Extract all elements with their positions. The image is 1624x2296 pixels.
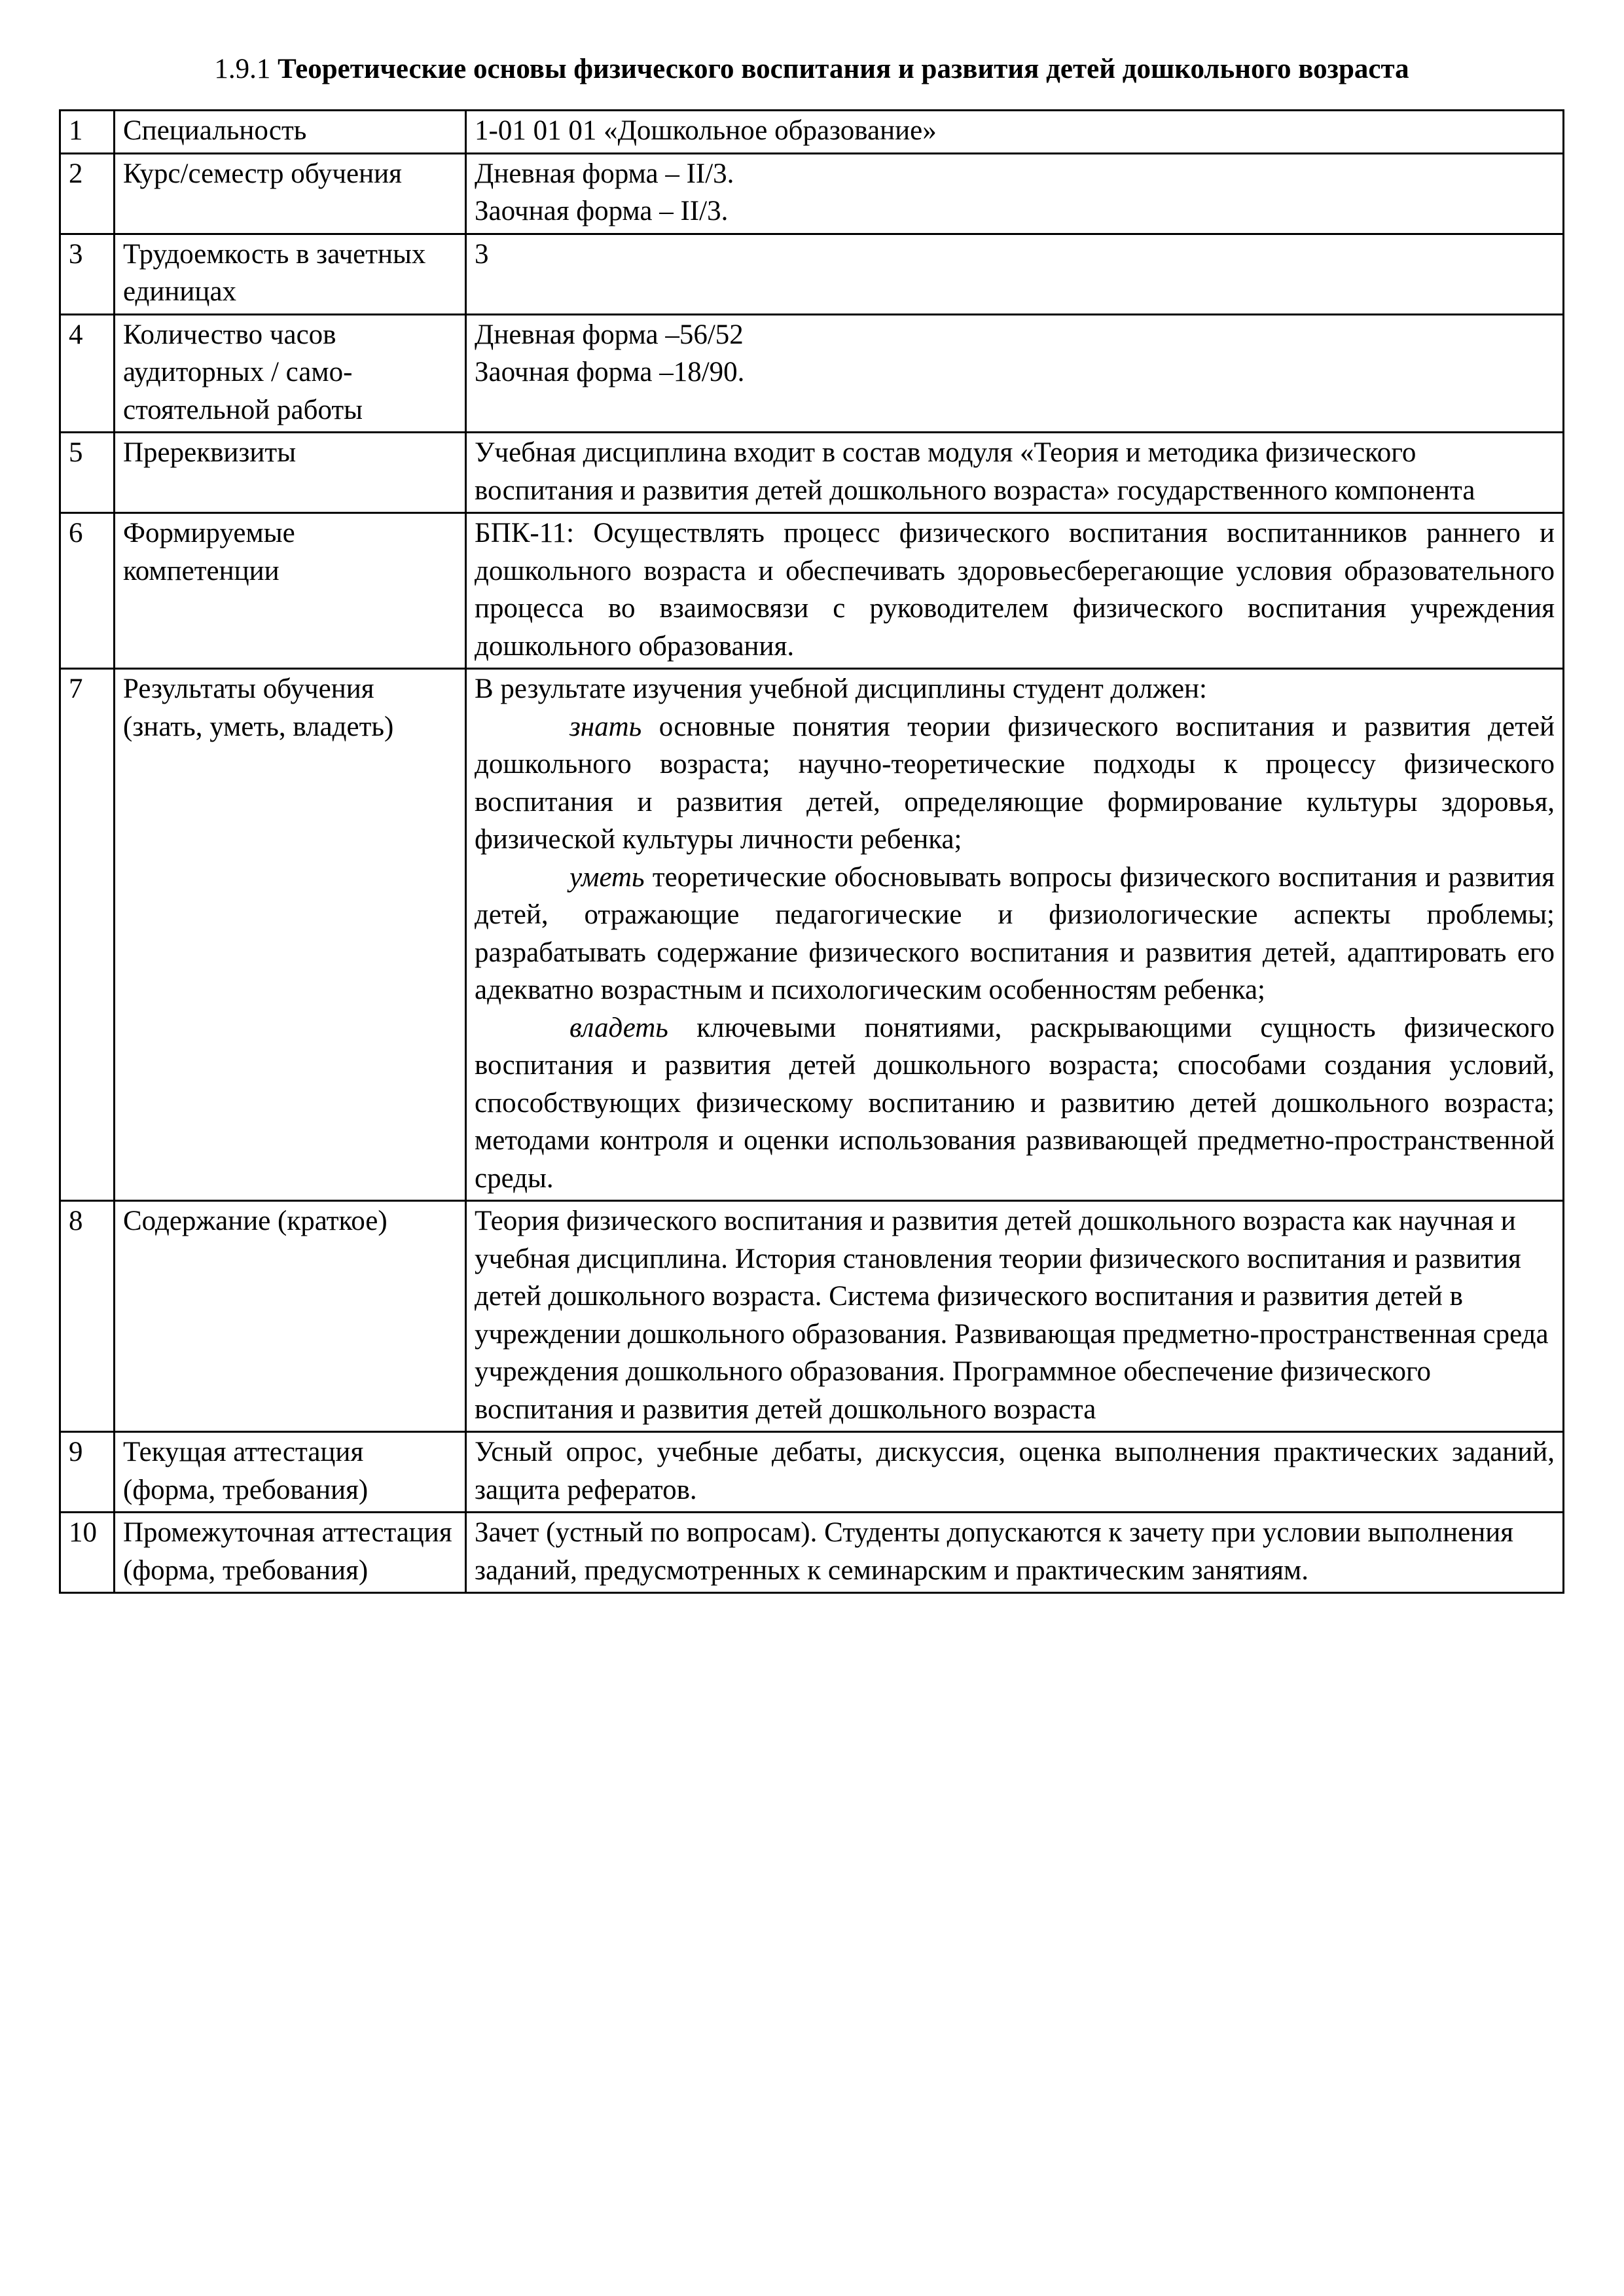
row-number: 3 [60,234,115,314]
can-text: теоретические обосновывать вопросы физического воспитания и развития детей, отражающие педагогические и физиологические аспекты проблемы; разрабатывать содержание физического воспитания и развития детей, адаптировать его адекватно возрастным и психологическим особенностям ребенка; [475,861,1555,1005]
value-line: 3 [475,238,489,270]
table-row [60,111,1564,154]
row-value [466,314,1564,433]
value-line: Дневная форма –56/52 [475,319,744,350]
table-row [60,669,1564,1201]
row-label: Результаты обучения (знать, уметь, владеть) [115,669,466,1201]
row-number: 5 [60,433,115,513]
row-number: 8 [60,1201,115,1432]
value-line: Заочная форма –18/90. [475,357,745,387]
row-number: 10 [60,1513,115,1593]
row-value [466,234,1564,314]
table-row [60,433,1564,513]
row-label: Формируемые компетенции [115,513,466,669]
row-value [466,669,1564,1201]
table-row [60,234,1564,314]
table-row [60,1432,1564,1513]
know-keyword: знать [569,711,642,742]
row-number: 4 [60,314,115,433]
row-number: 7 [60,669,115,1201]
can-keyword: уметь [569,861,645,893]
row-value: Теория физического воспитания и развития детей дошкольного возраста как научная и учебная дисциплина. История становления теории физического воспитания и развития детей дошкольного возраста. Система физического воспитания и развития детей в учреждении дошкольного образования. Развивающая предметно-пространственная среда учреждения дошкольного образования. Программное обеспечение физического воспитания и развития детей дошкольного возраста [466,1201,1564,1432]
section-number: 1.9.1 [214,54,271,84]
row-value: БПК-11: Осуществлять процесс физического воспитания воспитанников раннего и дошкольного возраста и обеспечивать здоровьесберегающие условия образовательного процесса во взаимосвязи с руководителем физического воспитания учреждения дошкольного образования. [466,513,1564,669]
row-value [466,111,1564,154]
row-number: 2 [60,153,115,234]
row-label: Текущая аттестация (форма, требования) [115,1432,466,1513]
row-number: 6 [60,513,115,669]
table-row [60,314,1564,433]
value-line: Дневная форма – II/3. [475,158,734,189]
own-text: ключевыми понятиями, раскрывающими сущность физического воспитания и развития детей дошкольного возраста; способами создания условий, способствующих физическому воспитанию и развитию детей дошкольного возраста; методами контроля и оценки использования развивающей предметно-пространственной среды. [475,1012,1555,1194]
row-value: Зачет (устный по вопросам). Студенты допускаются к зачету при условии выполнения заданий, предусмотренных к семинарским и практическим занятиям. [466,1513,1564,1593]
value-line: 1-01 01 01 «Дошкольное образование» [475,115,937,146]
row-label: Курс/семестр обучения [115,153,466,234]
results-own [475,1009,1555,1198]
discipline-title: Теоретические основы физического воспитания и развития детей дошкольного возраста [278,54,1409,84]
row-label: Трудоемкость в зачетных единицах [115,234,466,314]
table-row [60,1201,1564,1432]
row-label: Промежуточная аттестация (форма, требования) [115,1513,466,1593]
row-label: Содержание (краткое) [115,1201,466,1432]
page-title [59,51,1564,88]
results-can [475,859,1555,1009]
row-label: Пререквизиты [115,433,466,513]
row-number: 1 [60,111,115,154]
table-row [60,1513,1564,1593]
own-keyword: владеть [569,1012,668,1043]
discipline-table [59,109,1564,1594]
results-know [475,708,1555,859]
table-row [60,153,1564,234]
value-line: Заочная форма – II/3. [475,196,729,226]
row-value [466,153,1564,234]
row-number: 9 [60,1432,115,1513]
row-value: Учебная дисциплина входит в состав модуля «Теория и методика физического воспитания и развития детей дошкольного возраста» государственного компонента [466,433,1564,513]
know-text: основные понятия теории физического воспитания и развития детей дошкольного возраста; научно-теоретические подходы к процессу физического воспитания и развития детей, определяющие формирование культуры здоровья, физической культуры личности ребенка; [475,711,1555,855]
row-label: Специальность [115,111,466,154]
results-intro: В результате изучения учебной дисциплины студент должен: [475,673,1208,704]
table-row [60,513,1564,669]
row-value: Усный опрос, учебные дебаты, дискуссия, оценка выполнения практических заданий, защита рефератов. [466,1432,1564,1513]
row-label: Количество часов аудиторных / само-стоятельной работы [115,314,466,433]
